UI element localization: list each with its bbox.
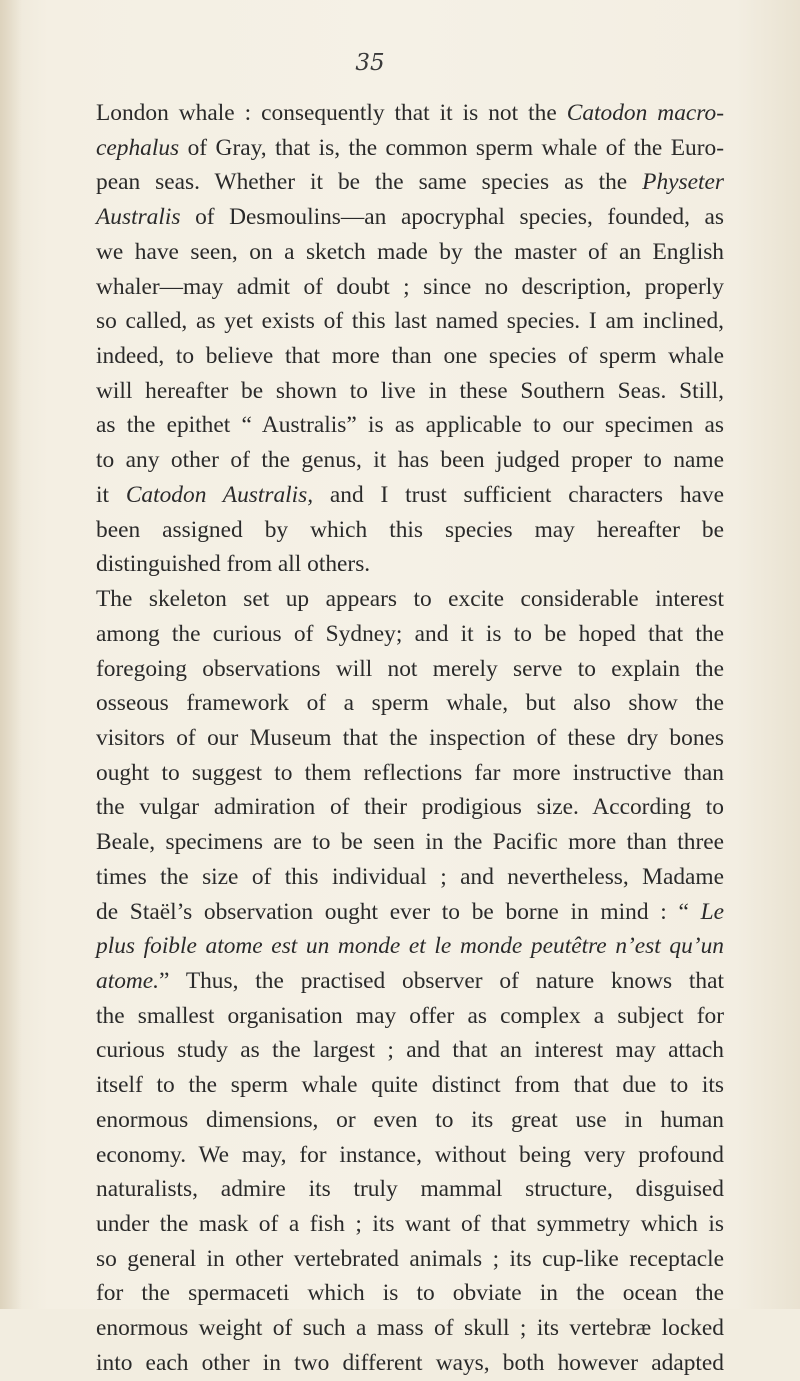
text-line xyxy=(96,929,724,964)
text-line xyxy=(96,582,724,617)
text-line xyxy=(96,478,724,513)
text-line xyxy=(96,895,724,930)
text-line xyxy=(96,513,724,548)
text-run: enormous dimensions, or even to its great use in human xyxy=(96,1106,724,1133)
text-run: Le xyxy=(700,898,724,925)
text-line xyxy=(96,721,724,756)
text-line xyxy=(96,443,724,478)
text-run: distinguished from all others. xyxy=(96,551,371,578)
text-line xyxy=(96,339,724,374)
text-run: so general in other vertebrated animals ; its cup-like receptacle xyxy=(96,1245,724,1272)
text-run: atome. xyxy=(96,967,160,994)
text-run: into each other in two different ways, both however adapted xyxy=(96,1349,724,1376)
text-run: The skeleton set up appears to excite considerable interest xyxy=(96,586,724,613)
text-line xyxy=(96,1033,724,1068)
text-run: Australis xyxy=(96,204,181,231)
text-line xyxy=(96,408,724,443)
text-line xyxy=(96,999,724,1034)
text-line xyxy=(96,1242,724,1277)
text-run: enormous weight of such a mass of skull ; its vertebræ locked xyxy=(96,1315,724,1342)
page-edge-shadow xyxy=(0,0,22,1309)
text-run: to any other of the genus, it has been judged proper to name xyxy=(96,447,724,474)
text-line xyxy=(96,1103,724,1138)
text-line xyxy=(96,165,724,200)
text-run: de Staël’s observation ought ever to be borne in mind : “ xyxy=(96,898,701,925)
text-run: whaler—may admit of doubt ; since no description, properly xyxy=(96,273,724,300)
text-run: it xyxy=(96,481,126,508)
page-number: 35 xyxy=(355,50,385,76)
text-run: of Desmoulins—an apocryphal species, founded, as xyxy=(180,204,724,231)
text-run: economy. We may, for instance, without being very profound xyxy=(96,1141,724,1168)
text-line xyxy=(96,964,724,999)
text-line xyxy=(96,686,724,721)
text-run: and I trust sufficient characters have xyxy=(313,481,724,508)
text-run: the smallest organisation may offer as complex a subject for xyxy=(96,1002,724,1029)
text-line xyxy=(96,756,724,791)
text-line xyxy=(96,652,724,687)
text-run: osseous framework of a sperm whale, but also show the xyxy=(96,690,724,717)
text-run: times the size of this individual ; and nevertheless, Madame xyxy=(96,863,724,890)
text-line xyxy=(96,96,724,131)
body-text xyxy=(96,96,724,1381)
text-run: among the curious of Sydney; and it is to be hoped that the xyxy=(96,620,724,647)
text-run: foregoing observations will not merely serve to explain the xyxy=(96,655,724,682)
text-run: plus foible atome est un monde et le monde peutêtre n’est qu’un xyxy=(96,933,724,960)
text-run: ” Thus, the practised observer of nature knows that xyxy=(159,967,724,994)
text-line xyxy=(96,374,724,409)
text-line xyxy=(96,1207,724,1242)
text-line xyxy=(96,1276,724,1311)
text-line xyxy=(96,547,724,582)
text-line xyxy=(96,825,724,860)
text-line xyxy=(96,200,724,235)
text-line xyxy=(96,860,724,895)
text-run: Catodon macro- xyxy=(566,100,724,126)
text-run: of Gray, that is, the common sperm whale of the Euro- xyxy=(179,134,724,161)
text-run: cephalus xyxy=(96,134,180,161)
text-run: the vulgar admiration of their prodigious size. According to xyxy=(96,794,724,821)
text-run: for the spermaceti which is to obviate in the ocean the xyxy=(96,1280,724,1307)
text-run: pean seas. Whether it be the same species as the xyxy=(96,169,643,196)
text-line xyxy=(96,1138,724,1173)
text-line xyxy=(96,1172,724,1207)
text-line xyxy=(96,1346,724,1381)
text-run: will hereafter be shown to live in these Southern Seas. Still, xyxy=(96,377,724,404)
text-line xyxy=(96,270,724,305)
text-run: Beale, specimens are to be seen in the Pacific more than three xyxy=(96,829,724,856)
text-run: curious study as the largest ; and that an interest may attach xyxy=(96,1037,724,1064)
text-run: indeed, to believe that more than one species of sperm whale xyxy=(96,343,724,370)
text-run: we have seen, on a sketch made by the master of an English xyxy=(96,238,724,265)
text-run: so called, as yet exists of this last named species. I am inclined, xyxy=(96,308,724,335)
text-run: been assigned by which this species may hereafter be xyxy=(96,516,724,543)
text-line xyxy=(96,617,724,652)
text-run: naturalists, admire its truly mammal structure, disguised xyxy=(96,1176,724,1203)
text-line xyxy=(96,790,724,825)
text-line xyxy=(96,235,724,270)
text-run: Physeter xyxy=(642,169,724,196)
text-line xyxy=(96,1068,724,1103)
text-run: itself to the sperm whale quite distinct from that due to its xyxy=(96,1072,724,1099)
text-line xyxy=(96,1311,724,1346)
text-run: under the mask of a fish ; its want of that symmetry which is xyxy=(96,1211,724,1237)
text-run: as the epithet “ Australis” is as applicable to our specimen as xyxy=(96,412,724,439)
text-line xyxy=(96,131,724,166)
text-run: London whale : consequently that it is not the xyxy=(96,100,567,126)
text-run: visitors of our Museum that the inspection of these dry bones xyxy=(96,724,724,751)
text-run: ought to suggest to them reflections far more instructive than xyxy=(96,759,724,786)
text-line xyxy=(96,304,724,339)
text-run: Catodon Australis, xyxy=(125,481,314,508)
